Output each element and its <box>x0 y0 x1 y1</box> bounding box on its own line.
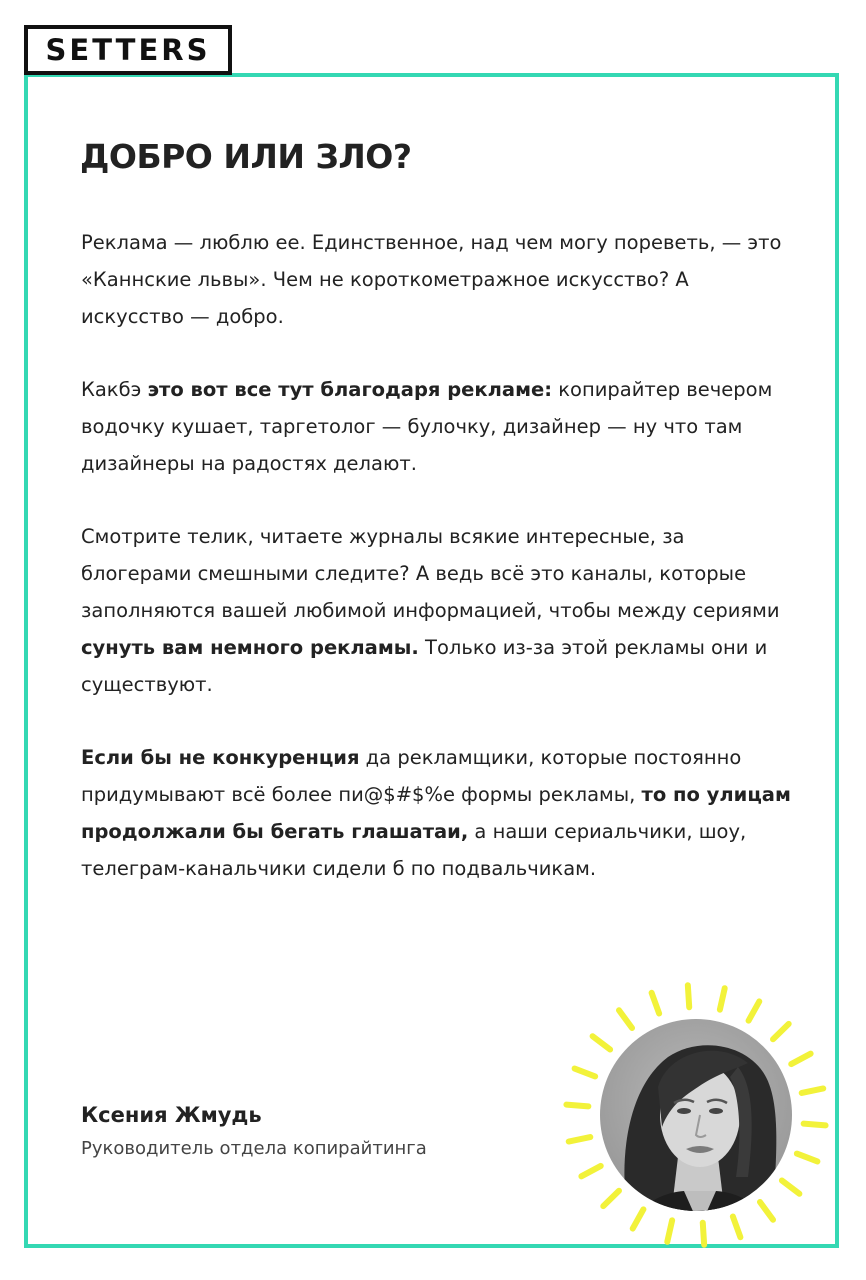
author-name: Ксения Жмудь <box>81 1103 262 1127</box>
text-segment: Только из-за этой рекламы они и существуют. <box>81 636 768 696</box>
sun-ray <box>688 985 689 1007</box>
article-paragraph <box>81 739 791 887</box>
sun-ray <box>804 1124 826 1126</box>
article-paragraph <box>81 371 791 482</box>
sun-ray <box>575 1069 596 1077</box>
sun-ray <box>773 1024 789 1039</box>
article-title: ДОБРО ИЛИ ЗЛО? <box>80 137 412 176</box>
sun-ray <box>569 1137 591 1141</box>
sun-ray <box>593 1036 610 1049</box>
sun-ray <box>760 1202 773 1220</box>
brand-logo <box>24 25 232 75</box>
portrait-photo-icon <box>558 977 834 1253</box>
text-segment: копирайтер вечером водочку кушает, таргетолог — булочку, дизайнер — ну что там дизайнеры на радостях делают. <box>81 378 773 475</box>
article-paragraph <box>81 518 791 703</box>
sun-ray <box>791 1054 810 1064</box>
bold-text-segment: Если бы не конкуренция <box>81 746 360 769</box>
sun-ray <box>749 1001 760 1020</box>
sun-ray <box>720 988 725 1009</box>
bold-text-segment: это вот все тут благодаря рекламе: <box>147 378 553 401</box>
article-paragraph <box>81 224 791 335</box>
text-segment: Смотрите телик, читаете журналы всякие интересные, за блогерами смешными следите? А ведь всё это каналы, которые заполняются вашей любимой информацией, чтобы между сериями <box>81 525 780 622</box>
sun-ray <box>802 1088 824 1092</box>
bold-text-segment: то по улицам продолжали бы бегать глашатаи, <box>81 783 791 843</box>
article-body <box>81 224 791 923</box>
sun-ray <box>782 1180 799 1193</box>
sun-ray <box>733 1217 741 1238</box>
sun-ray <box>652 993 660 1014</box>
text-segment: Реклама — люблю ее. Единственное, над чем могу пореветь, — это «Каннские львы». Чем не короткометражное искусство? А искусство — добро. <box>81 231 782 328</box>
text-segment: да рекламщики, которые постоянно придумывают всё более пи@$#$%е формы рекламы, <box>81 746 742 806</box>
sun-ray <box>797 1154 818 1162</box>
author-avatar <box>558 977 834 1253</box>
sun-ray <box>703 1223 704 1245</box>
sun-ray <box>633 1209 644 1228</box>
sun-ray <box>566 1105 588 1107</box>
text-segment: а наши сериальчики, шоу, телеграм-канальчики сидели б по подвальчикам. <box>81 820 747 880</box>
sun-ray <box>603 1191 619 1206</box>
brand-logo-text: SETTERS <box>45 33 211 67</box>
sun-ray <box>667 1220 672 1241</box>
sun-ray <box>581 1166 600 1176</box>
text-segment: Какбэ <box>81 378 148 401</box>
author-role: Руководитель отдела копирайтинга <box>81 1138 427 1159</box>
sun-ray <box>619 1010 632 1028</box>
bold-text-segment: сунуть вам немного рекламы. <box>81 636 419 659</box>
sun-rays-portrait-icon <box>558 977 834 1253</box>
